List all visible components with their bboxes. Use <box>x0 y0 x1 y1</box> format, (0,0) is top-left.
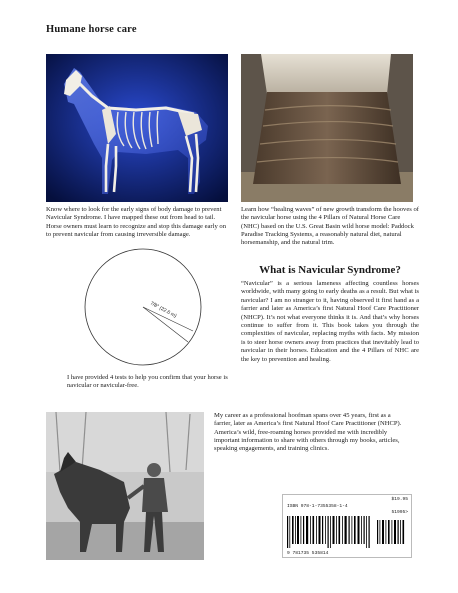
section-body: “Navicular” is a serious lameness affecting countless horses worldwide, with many going to early deaths as a result. But what is navicular? I am no stranger to it, having observed it first hand as a farrier and later as America’s first Natural Hoof Care Practitioner (NHCP). It’s not what everyone thinks it is. And that’s why horses continue to suffer from it. This book takes you through the complexities of navicular, replacing myths with facts. My mission is to steer horse owners away from practices that inevitably lead to navicular in their horses. Education and the 4 Pillars of NHC are the key to prevention and healing. <box>241 280 419 363</box>
hoof-photo <box>241 54 413 202</box>
hoof-angle-diagram <box>62 246 224 368</box>
skeleton-caption: Know where to look for the early signs of body damage to prevent Navicular Syndrome. I have mapped these out from head to tail. Horse owners must learn to recognize and stop this damage early on to prevent navicular from causing irreversible damage. <box>46 206 226 238</box>
isbn-text: ISBN 978-1-7355358-1-4 <box>287 504 348 509</box>
barcode-number: 9 781735 535814 <box>287 551 329 556</box>
barcode-bars <box>287 516 407 548</box>
hoof-caption: Learn how “healing waves” of new growth transform the hooves of the navicular horse using the 4 Pillars of Natural Horse Care (NHC) based on the U.S. Great Basin wild horse model: Paddock Paradise Tracking Systems, a reasonably natural diet, natural horsemanship, and the natural trim. <box>241 206 419 247</box>
author-bio: My career as a professional hoofman spans over 45 years, first as a farrier, later as America’s first Natural Hoof Care Practitioner (NHCP). America’s wild, free-roaming horses provided me with incredibly important information to share with others through my books, articles, speaking engagements, and training clinics. <box>214 412 402 453</box>
price-addon-text: 51995> <box>391 510 408 515</box>
price-text: $19.95 <box>391 497 408 502</box>
isbn-barcode <box>282 494 412 558</box>
section-title: What is Navicular Syndrome? <box>259 264 401 276</box>
farrier-horse-photo <box>46 412 204 560</box>
page-header: Humane horse care <box>46 24 137 35</box>
circle-angle-label: 7/8° (22.6 m) <box>149 300 178 320</box>
horse-skeleton-image <box>46 54 228 202</box>
circle-caption: I have provided 4 tests to help you confirm that your horse is navicular or navicular-free. <box>67 374 228 390</box>
